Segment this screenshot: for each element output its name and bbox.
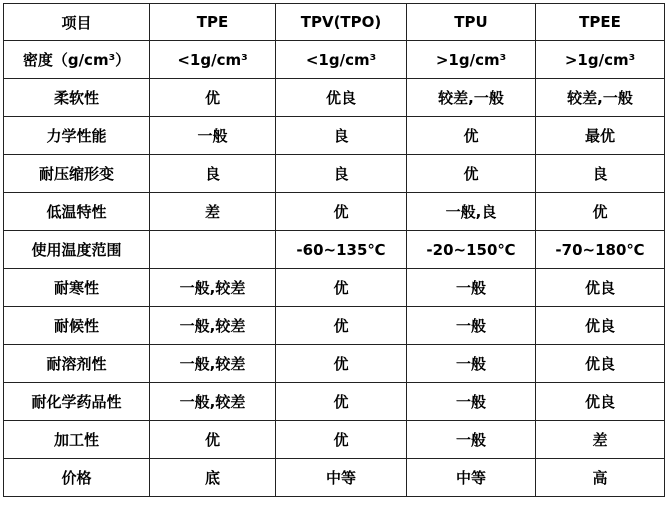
table-cell: 优	[276, 307, 407, 345]
table-cell: 底	[150, 459, 276, 497]
table-cell: >1g/cm³	[536, 41, 665, 79]
row-label: 密度（g/cm³）	[4, 41, 150, 79]
table-cell: 优良	[536, 383, 665, 421]
table-cell: 良	[536, 155, 665, 193]
table-cell: 优良	[536, 269, 665, 307]
table-cell: 一般,较差	[150, 307, 276, 345]
row-label: 低温特性	[4, 193, 150, 231]
table-cell: 较差,一般	[536, 79, 665, 117]
table-cell: 优	[276, 345, 407, 383]
table-cell: 良	[150, 155, 276, 193]
table-row	[4, 79, 665, 117]
table-cell: 差	[150, 193, 276, 231]
table-cell: 优	[150, 421, 276, 459]
table-cell: 优良	[536, 345, 665, 383]
row-label: 使用温度范围	[4, 231, 150, 269]
table-cell: 优	[407, 117, 536, 155]
table-cell: 一般,良	[407, 193, 536, 231]
row-label: 耐寒性	[4, 269, 150, 307]
header-cell-tpee: TPEE	[536, 4, 665, 41]
table-cell: 优良	[276, 79, 407, 117]
row-label: 耐压缩形变	[4, 155, 150, 193]
row-label: 耐候性	[4, 307, 150, 345]
table-cell: 一般,较差	[150, 383, 276, 421]
table-cell: 一般	[407, 307, 536, 345]
table-cell: -70~180℃	[536, 231, 665, 269]
header-cell-item: 项目	[4, 4, 150, 41]
header-cell-tpe: TPE	[150, 4, 276, 41]
table-cell: 一般,较差	[150, 345, 276, 383]
comparison-table	[3, 3, 665, 497]
table-cell: 优	[276, 421, 407, 459]
table-row	[4, 231, 665, 269]
table-cell: 良	[276, 117, 407, 155]
table-cell: <1g/cm³	[276, 41, 407, 79]
table-cell: 良	[276, 155, 407, 193]
table-cell: 一般	[407, 269, 536, 307]
table-cell: 优	[150, 79, 276, 117]
row-label: 柔软性	[4, 79, 150, 117]
table-row	[4, 155, 665, 193]
table-cell: 优	[276, 269, 407, 307]
table-row	[4, 383, 665, 421]
header-cell-tpv: TPV(TPO)	[276, 4, 407, 41]
table-cell: 优良	[536, 307, 665, 345]
table-cell: <1g/cm³	[150, 41, 276, 79]
table-cell: 差	[536, 421, 665, 459]
table-header-row	[4, 4, 665, 41]
table-cell: 优	[407, 155, 536, 193]
table-row	[4, 117, 665, 155]
header-cell-tpu: TPU	[407, 4, 536, 41]
table-cell: >1g/cm³	[407, 41, 536, 79]
table-row	[4, 345, 665, 383]
table-cell: 一般	[407, 383, 536, 421]
row-label: 耐溶剂性	[4, 345, 150, 383]
row-label: 耐化学药品性	[4, 383, 150, 421]
table-cell: -60~135℃	[276, 231, 407, 269]
table-cell: 一般	[407, 345, 536, 383]
row-label: 力学性能	[4, 117, 150, 155]
table-cell: 优	[536, 193, 665, 231]
row-label: 加工性	[4, 421, 150, 459]
table-cell	[150, 231, 276, 269]
row-label: 价格	[4, 459, 150, 497]
table-cell: -20~150℃	[407, 231, 536, 269]
table-cell: 优	[276, 193, 407, 231]
table-row	[4, 421, 665, 459]
table-cell: 中等	[407, 459, 536, 497]
table-cell: 最优	[536, 117, 665, 155]
table-row	[4, 193, 665, 231]
table-cell: 高	[536, 459, 665, 497]
table-cell: 一般	[407, 421, 536, 459]
table-cell: 较差,一般	[407, 79, 536, 117]
table-cell: 优	[276, 383, 407, 421]
table-row	[4, 459, 665, 497]
table-cell: 一般,较差	[150, 269, 276, 307]
table-cell: 中等	[276, 459, 407, 497]
table-row	[4, 307, 665, 345]
table-row	[4, 41, 665, 79]
table-cell: 一般	[150, 117, 276, 155]
table-row	[4, 269, 665, 307]
